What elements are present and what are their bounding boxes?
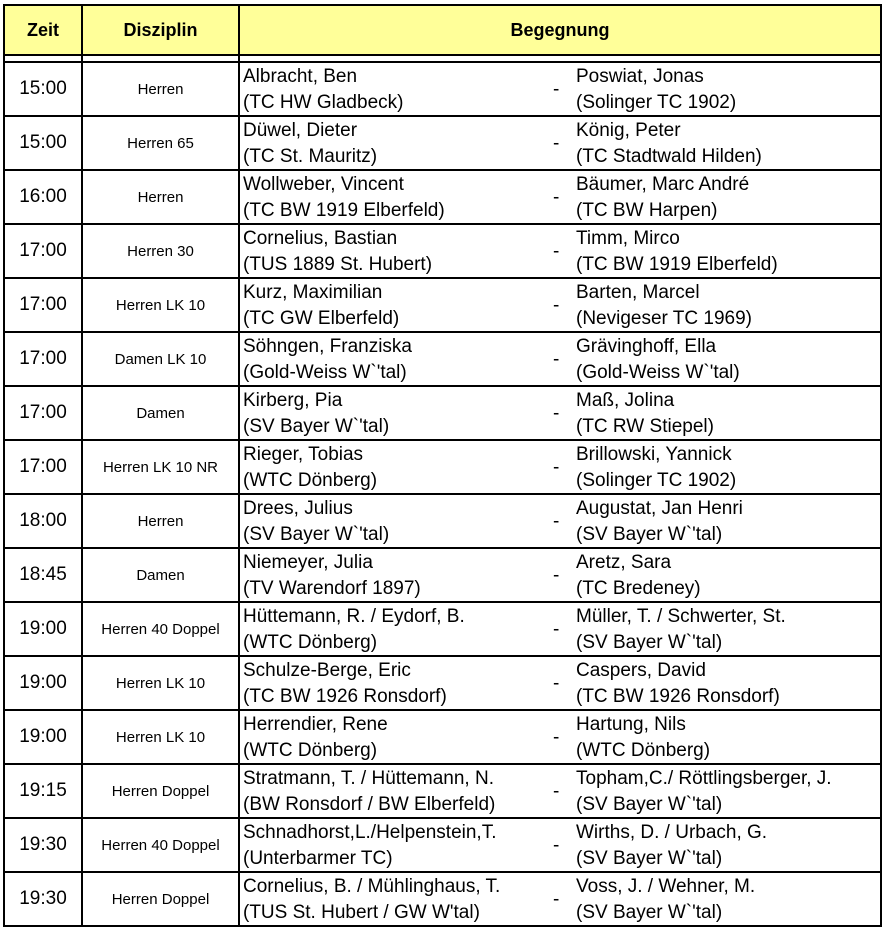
player-one [243, 604, 465, 656]
player-two [576, 64, 736, 116]
discipline-cell: Herren 40 Doppel [82, 602, 239, 656]
match-cell [239, 170, 881, 224]
player-two-name: Poswiat, Jonas [576, 66, 704, 87]
table-row [4, 872, 881, 926]
player-two-club: (TC Bredeney) [576, 578, 701, 599]
player-one [243, 64, 403, 116]
player-two [576, 388, 714, 440]
player-two [576, 172, 749, 224]
player-two-name: Hartung, Nils [576, 714, 686, 735]
player-one [243, 226, 432, 278]
discipline-cell: Herren Doppel [82, 764, 239, 818]
discipline-cell: Herren 65 [82, 116, 239, 170]
player-one-club: (TC St. Mauritz) [243, 146, 378, 167]
header-time: Zeit [4, 5, 82, 55]
player-one-name: Niemeyer, Julia [243, 552, 373, 573]
player-two-name: Timm, Mirco [576, 228, 680, 249]
player-two-name: Aretz, Sara [576, 552, 672, 573]
player-two-club: (TC BW Harpen) [576, 200, 718, 221]
match-cell [239, 386, 881, 440]
table-row [4, 710, 881, 764]
player-two-club: (TC RW Stiepel) [576, 416, 714, 437]
player-two [576, 550, 701, 602]
versus-separator: - [553, 403, 560, 424]
match-cell [239, 116, 881, 170]
player-one [243, 388, 389, 440]
player-one-club: (BW Ronsdorf / BW Elberfeld) [243, 794, 496, 815]
match-cell [239, 764, 881, 818]
versus-separator: - [553, 241, 560, 262]
player-one-club: (WTC Dönberg) [243, 632, 378, 653]
table-row [4, 116, 881, 170]
table-row [4, 818, 881, 872]
table-row [4, 602, 881, 656]
match-cell [239, 332, 881, 386]
versus-separator: - [553, 565, 560, 586]
player-two-name: Wirths, D. / Urbach, G. [576, 822, 768, 843]
time-cell: 19:30 [4, 818, 82, 872]
player-two-club: (SV Bayer W`'tal) [576, 632, 723, 653]
match-cell [239, 602, 881, 656]
schedule-table [3, 4, 882, 927]
table-row [4, 440, 881, 494]
player-one-club: (TC HW Gladbeck) [243, 92, 404, 113]
player-one [243, 658, 447, 710]
table-row [4, 170, 881, 224]
player-one-name: Albracht, Ben [243, 66, 358, 87]
discipline-cell: Herren Doppel [82, 872, 239, 926]
player-two-name: Müller, T. / Schwerter, St. [576, 606, 786, 627]
discipline-cell: Damen [82, 548, 239, 602]
table-row [4, 656, 881, 710]
versus-separator: - [553, 511, 560, 532]
player-one-club: (TC BW 1919 Elberfeld) [243, 200, 445, 221]
player-one-name: Wollweber, Vincent [243, 174, 404, 195]
player-one-club: (TUS St. Hubert / GW W'tal) [243, 902, 480, 923]
schedule-sheet [3, 4, 880, 922]
versus-separator: - [553, 781, 560, 802]
versus-separator: - [553, 133, 560, 154]
player-two-club: (TC BW 1926 Ronsdorf) [576, 686, 780, 707]
time-cell: 19:00 [4, 656, 82, 710]
versus-separator: - [553, 187, 560, 208]
player-two [576, 604, 786, 656]
versus-separator: - [553, 835, 560, 856]
discipline-cell: Herren LK 10 [82, 656, 239, 710]
player-one-name: Schulze-Berge, Eric [243, 660, 411, 681]
versus-separator: - [553, 457, 560, 478]
player-two-club: (TC BW 1919 Elberfeld) [576, 254, 778, 275]
time-cell: 17:00 [4, 278, 82, 332]
player-one [243, 496, 389, 548]
table-row [4, 386, 881, 440]
match-cell [239, 224, 881, 278]
time-cell: 17:00 [4, 224, 82, 278]
versus-separator: - [553, 619, 560, 640]
player-two [576, 280, 752, 332]
player-one-name: Söhngen, Franziska [243, 336, 412, 357]
player-two-name: Voss, J. / Wehner, M. [576, 876, 756, 897]
player-two-club: (WTC Dönberg) [576, 740, 711, 761]
player-one [243, 118, 377, 170]
discipline-cell: Herren LK 10 NR [82, 440, 239, 494]
player-two-name: Grävinghoff, Ella [576, 336, 717, 357]
versus-separator: - [553, 673, 560, 694]
time-cell: 15:00 [4, 62, 82, 116]
player-one [243, 280, 399, 332]
player-one-club: (Unterbarmer TC) [243, 848, 393, 869]
player-two-club: (SV Bayer W`'tal) [576, 848, 723, 869]
player-two-club: (Solinger TC 1902) [576, 92, 737, 113]
player-one-name: Hüttemann, R. / Eydorf, B. [243, 606, 465, 627]
time-cell: 17:00 [4, 440, 82, 494]
player-two [576, 442, 736, 494]
time-cell: 19:15 [4, 764, 82, 818]
time-cell: 17:00 [4, 332, 82, 386]
player-two-club: (SV Bayer W`'tal) [576, 794, 723, 815]
discipline-cell: Herren 30 [82, 224, 239, 278]
player-two [576, 334, 740, 386]
player-one-club: (SV Bayer W`'tal) [243, 524, 390, 545]
player-two [576, 874, 755, 926]
player-two-name: Caspers, David [576, 660, 706, 681]
time-cell: 18:00 [4, 494, 82, 548]
table-row [4, 278, 881, 332]
player-one [243, 442, 377, 494]
time-cell: 16:00 [4, 170, 82, 224]
header-discipline: Disziplin [82, 5, 239, 55]
player-two-name: Brillowski, Yannick [576, 444, 732, 465]
time-cell: 19:30 [4, 872, 82, 926]
player-one-club: (TC BW 1926 Ronsdorf) [243, 686, 447, 707]
player-two-club: (Nevigeser TC 1969) [576, 308, 753, 329]
player-two [576, 658, 780, 710]
player-one-name: Rieger, Tobias [243, 444, 364, 465]
discipline-cell: Herren LK 10 [82, 278, 239, 332]
player-one-name: Düwel, Dieter [243, 120, 358, 141]
player-two-club: (SV Bayer W`'tal) [576, 524, 723, 545]
player-one-club: (SV Bayer W`'tal) [243, 416, 390, 437]
header-match: Begegnung [239, 5, 881, 55]
player-one [243, 550, 421, 602]
player-one [243, 712, 388, 764]
match-cell [239, 494, 881, 548]
player-one-club: (WTC Dönberg) [243, 740, 378, 761]
player-one-name: Stratmann, T. / Hüttemann, N. [243, 768, 494, 789]
player-two [576, 820, 767, 872]
header-row [4, 5, 881, 55]
discipline-cell: Herren [82, 494, 239, 548]
player-one [243, 874, 500, 926]
match-cell [239, 548, 881, 602]
player-two [576, 766, 832, 818]
player-one-name: Kurz, Maximilian [243, 282, 383, 303]
player-one-club: (TC GW Elberfeld) [243, 308, 400, 329]
discipline-cell: Herren LK 10 [82, 710, 239, 764]
time-cell: 15:00 [4, 116, 82, 170]
player-two [576, 496, 743, 548]
table-row [4, 332, 881, 386]
player-one-name: Herrendier, Rene [243, 714, 388, 735]
player-one-name: Cornelius, Bastian [243, 228, 398, 249]
match-cell [239, 62, 881, 116]
discipline-cell: Herren 40 Doppel [82, 818, 239, 872]
time-cell: 18:45 [4, 548, 82, 602]
time-cell: 19:00 [4, 602, 82, 656]
versus-separator: - [553, 295, 560, 316]
player-two [576, 712, 710, 764]
match-cell [239, 872, 881, 926]
player-one-club: (Gold-Weiss W`'tal) [243, 362, 407, 383]
player-one-name: Drees, Julius [243, 498, 353, 519]
discipline-cell: Damen LK 10 [82, 332, 239, 386]
player-one [243, 334, 412, 386]
player-one-name: Cornelius, B. / Mühlinghaus, T. [243, 876, 501, 897]
time-cell: 17:00 [4, 386, 82, 440]
player-two-club: (Gold-Weiss W`'tal) [576, 362, 740, 383]
versus-separator: - [553, 727, 560, 748]
schedule-body [4, 55, 881, 926]
player-two-name: Bäumer, Marc André [576, 174, 750, 195]
match-cell [239, 278, 881, 332]
player-two [576, 226, 778, 278]
player-one [243, 172, 445, 224]
discipline-cell: Damen [82, 386, 239, 440]
discipline-cell: Herren [82, 170, 239, 224]
versus-separator: - [553, 79, 560, 100]
player-one-club: (TUS 1889 St. Hubert) [243, 254, 433, 275]
player-two-name: Augustat, Jan Henri [576, 498, 743, 519]
player-two-club: (SV Bayer W`'tal) [576, 902, 723, 923]
player-two-club: (Solinger TC 1902) [576, 470, 737, 491]
player-two [576, 118, 762, 170]
player-one-club: (TV Warendorf 1897) [243, 578, 421, 599]
table-row [4, 548, 881, 602]
table-row [4, 224, 881, 278]
match-cell [239, 710, 881, 764]
discipline-cell: Herren [82, 62, 239, 116]
player-one [243, 766, 495, 818]
player-two-name: König, Peter [576, 120, 681, 141]
player-one-name: Schnadhorst,L./Helpenstein,T. [243, 822, 497, 843]
table-row [4, 494, 881, 548]
table-row [4, 764, 881, 818]
player-one [243, 820, 497, 872]
player-one-name: Kirberg, Pia [243, 390, 343, 411]
table-row [4, 62, 881, 116]
player-two-club: (TC Stadtwald Hilden) [576, 146, 762, 167]
match-cell [239, 818, 881, 872]
match-cell [239, 656, 881, 710]
versus-separator: - [553, 889, 560, 910]
versus-separator: - [553, 349, 560, 370]
player-two-name: Barten, Marcel [576, 282, 700, 303]
header-gap [4, 55, 881, 62]
player-one-club: (WTC Dönberg) [243, 470, 378, 491]
player-two-name: Topham,C./ Röttlingsberger, J. [576, 768, 832, 789]
player-two-name: Maß, Jolina [576, 390, 675, 411]
match-cell [239, 440, 881, 494]
time-cell: 19:00 [4, 710, 82, 764]
